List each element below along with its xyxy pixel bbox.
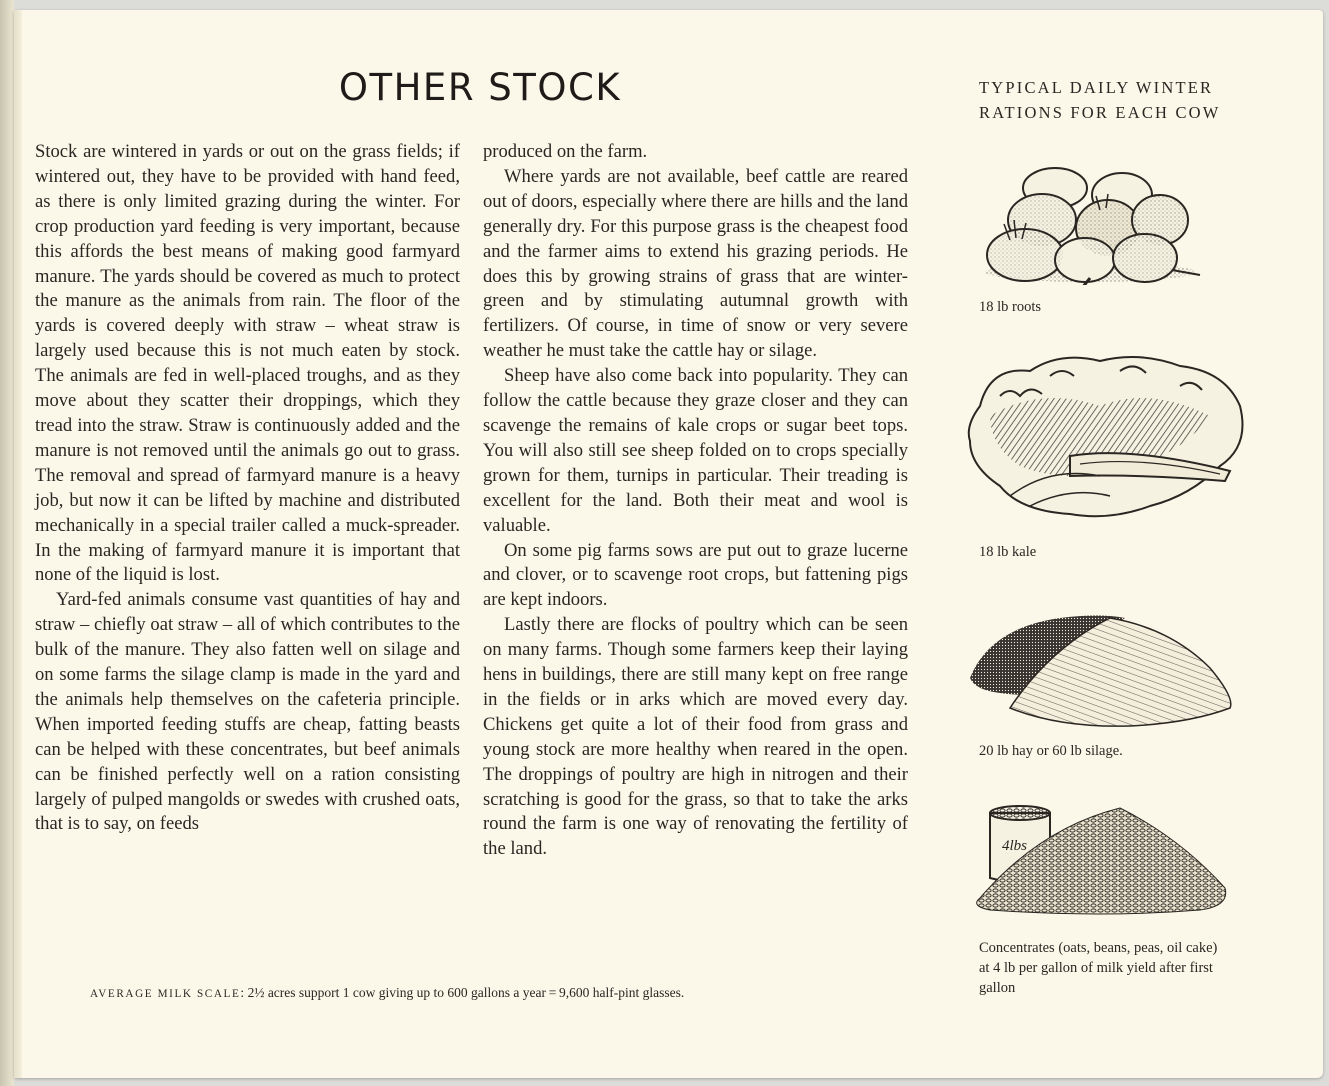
footnote-separator: : <box>240 985 245 1000</box>
paragraph: Where yards are not available, beef cattle are reared out of doors, especially where there are hills and the land generally dry. For this purpose grass is the cheapest food and the farmer aims to extend his grazing periods. He does this by growing strains of grass that are winter-green and by stimulating autumnal growth with fertilizers. Of course, in time of snow or very severe weather he must take the cattle hay or silage. <box>483 165 908 362</box>
ration-hay-silage <box>950 608 1250 761</box>
paragraph: Yard-fed animals consume vast quantities of hay and straw – chiefly oat straw – all of which contributes to the bulk of the manure. They also fatten well on silage and on some farms the silage clamp is made in the yard and the animals help themselves on the cafeteria principle. When imported feeding stuffs are cheap, fatting beasts can be helped with these concentrates, but beef animals can be finished perfectly well on a ration consisting largely of pulped mangolds or swedes with crushed oats, that is to say, on feeds <box>35 589 460 835</box>
roots-illustration-icon <box>950 160 1220 285</box>
concentrates-illustration-icon <box>950 788 1250 928</box>
book-gutter <box>0 0 14 1086</box>
hay-silage-illustration-icon <box>950 608 1250 733</box>
sidebar-heading: TYPICAL DAILY WINTER RATIONS FOR EACH COW <box>979 78 1221 122</box>
page-spine-shadow <box>14 10 22 1078</box>
paragraph: On some pig farms sows are put out to graze lucerne and clover, or to scavenge root crops, but fattening pigs are kept indoors. <box>483 539 908 611</box>
paragraph: Stock are wintered in yards or out on the grass fields; if wintered out, they have to be provided with hand feed, as there is only limited grazing during the winter. For crop production yard feeding is very important, because this affords the best means of making good farmyard manure. The yards should be covered as much to protect the manure as the animals from rain. The floor of the yards is covered deeply with straw – wheat straw is largely used because this is not much eaten by stock. The animals are fed in well-placed troughs, and as they move about they scatter their droppings, which they tread into the straw. Straw is continuously added and the manure is not removed until the animals go out to grass. The removal and spread of farmyard manure is a heavy job, but now it can be lifted by machine and distributed mechanically in a special trailer called a muck-spreader. In the making of farmyard manure it is important that none of the liquid is lost. <box>35 141 460 586</box>
ration-caption: 18 lb roots <box>979 299 1042 315</box>
ration-caption: Concentrates (oats, beans, peas, oil cake) at 4 lb per gallon of milk yield after first gallon <box>979 940 1218 996</box>
kale-illustration-icon <box>950 346 1250 526</box>
milk-scale-footnote <box>90 985 890 1001</box>
ration-concentrates <box>950 788 1250 998</box>
footnote-label: AVERAGE MILK SCALE <box>90 988 241 1000</box>
ration-roots <box>950 160 1250 317</box>
paragraph: Sheep have also come back into popularity. They can follow the cattle because they graze closer and they can scavenge the remains of kale crops or sugar beet tops. You will also still see sheep folded on to crops specially grown for them, turnips in particular. Their treading is excellent for the land. Both their meat and wool is valuable. <box>483 365 908 536</box>
ration-caption: 20 lb hay or 60 lb silage. <box>979 743 1123 759</box>
ration-kale <box>950 346 1250 562</box>
paragraph: produced on the farm. <box>483 141 648 162</box>
tub-label: 4lbs <box>1002 838 1028 854</box>
body-column-left <box>35 140 460 837</box>
body-column-right <box>483 140 908 862</box>
ration-caption: 18 lb kale <box>979 544 1037 560</box>
paragraph: Lastly there are flocks of poultry which can be seen on many farms. Though some farmers keep their laying hens in buildings, there are still many kept on free range in the fields or in arks which are moved every day. Chickens get quite a lot of their food from grass and young stock are more healthy when reared in the open. The droppings of poultry are high in nitrogen and their scratching is good for the grass, so that to take the arks round the farm is one way of renovating the fertility of the land. <box>483 614 908 860</box>
page-title: OTHER STOCK <box>338 66 622 109</box>
footnote-text: 2½ acres support 1 cow giving up to 600 gallons a year = 9,600 half-pint glasses. <box>247 985 685 1000</box>
